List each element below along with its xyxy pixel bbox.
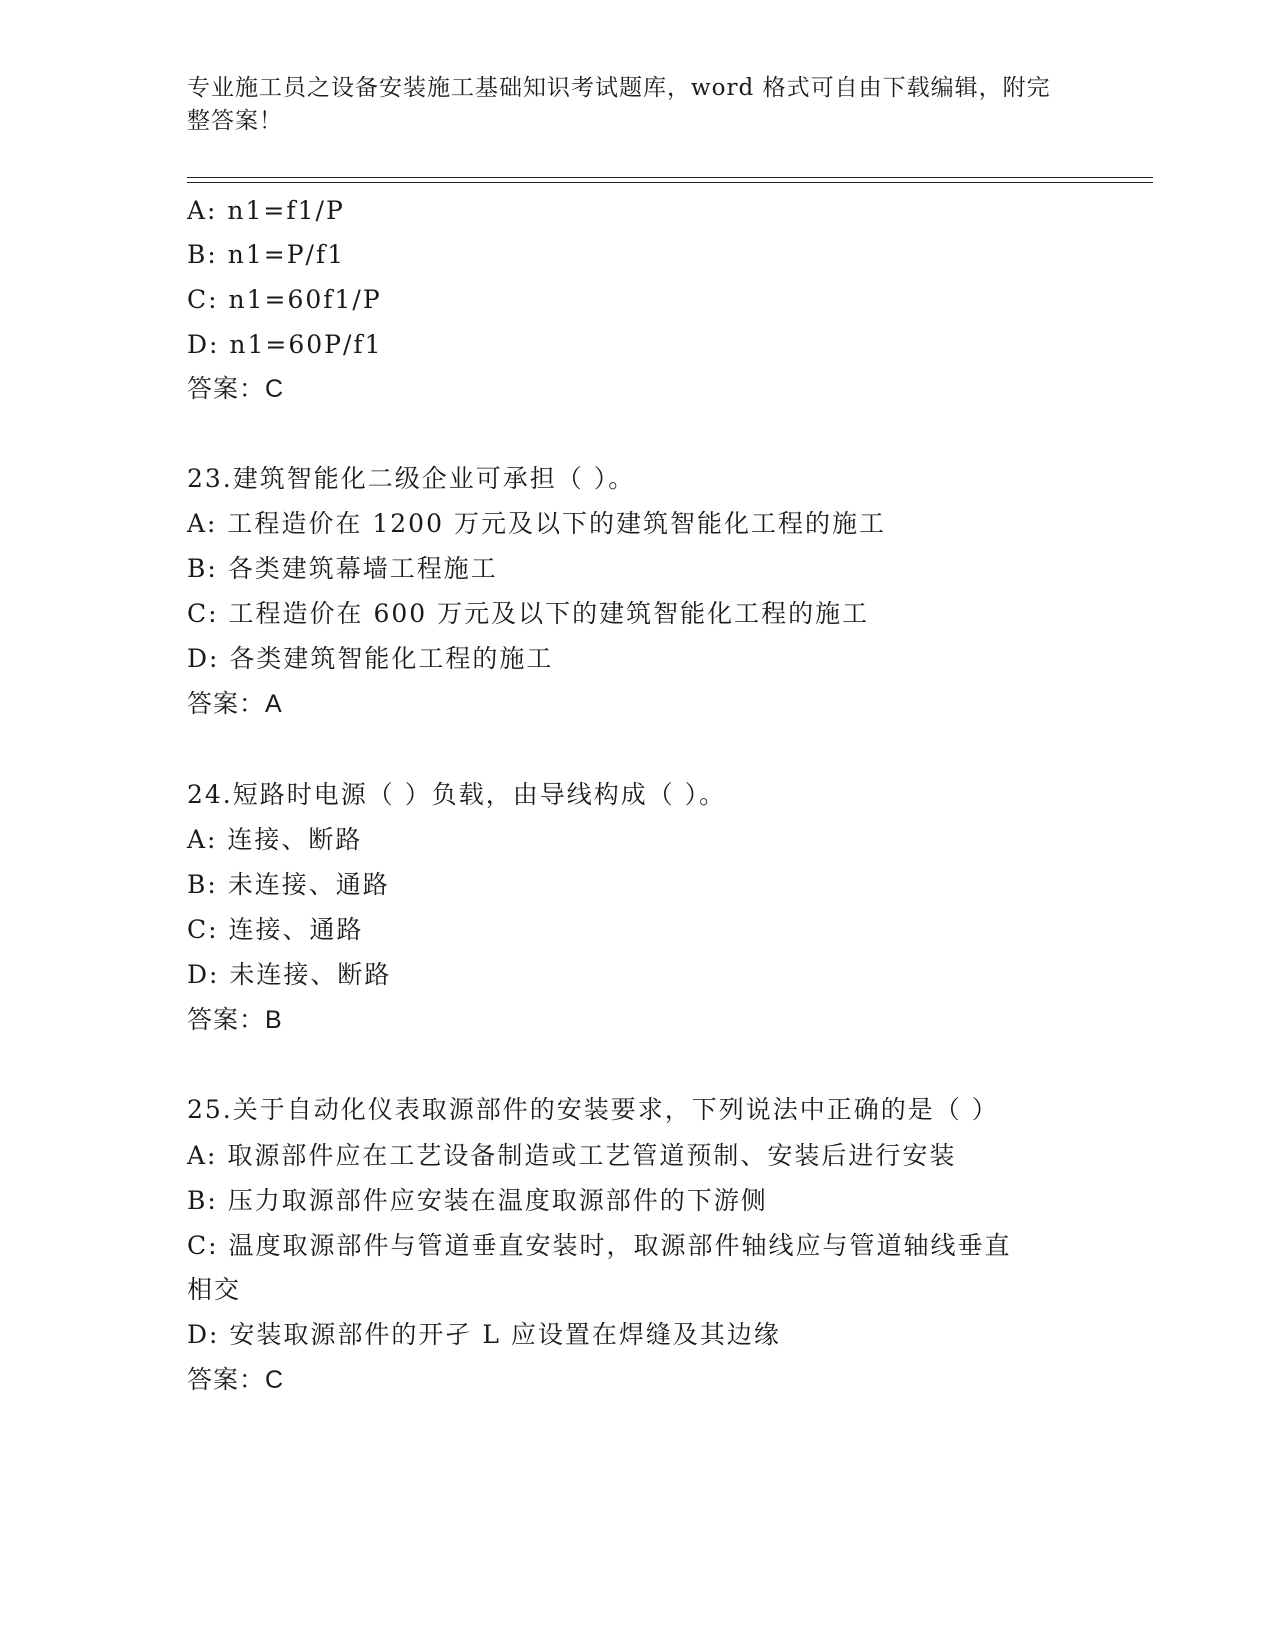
q22-option-c: C: n1=60f1/P	[187, 285, 382, 314]
q23-option-d: D: 各类建筑智能化工程的施工	[187, 644, 554, 673]
q22-option-d: D: n1=60P/f1	[187, 330, 383, 359]
q23-option-c: C: 工程造价在 600 万元及以下的建筑智能化工程的施工	[187, 599, 870, 628]
q25-answer: 答案：C	[187, 1366, 285, 1394]
q25-question: 25.关于自动化仪表取源部件的安装要求，下列说法中正确的是（ ）	[187, 1095, 999, 1124]
q22-option-a: A: n1=f1/P	[187, 196, 345, 225]
q25-option-c-continued: 相交	[187, 1275, 242, 1304]
header-line-2: 整答案！	[187, 108, 283, 134]
q23-question: 23.建筑智能化二级企业可承担（ ）。	[187, 464, 636, 493]
q24-answer: 答案：B	[187, 1006, 283, 1034]
q25-option-c: C: 温度取源部件与管道垂直安装时，取源部件轴线应与管道轴线垂直	[187, 1231, 1012, 1260]
q23-option-b: B: 各类建筑幕墙工程施工	[187, 554, 498, 583]
header-divider-top	[187, 177, 1153, 178]
q25-option-d: D: 安装取源部件的开孑 L 应设置在焊缝及其边缘	[187, 1320, 781, 1349]
q25-option-b: B: 压力取源部件应安装在温度取源部件的下游侧	[187, 1186, 768, 1215]
header-line-1: 专业施工员之设备安装施工基础知识考试题库，word 格式可自由下载编辑，附完	[187, 75, 1051, 101]
q22-answer: 答案：C	[187, 375, 285, 403]
q24-option-c: C: 连接、通路	[187, 915, 364, 944]
header-divider-bottom	[187, 182, 1153, 183]
q24-option-b: B: 未连接、通路	[187, 870, 390, 899]
document-header	[187, 72, 1067, 138]
q24-option-a: A: 连接、断路	[187, 825, 363, 854]
q22-option-b: B: n1=P/f1	[187, 240, 346, 269]
q25-option-a: A: 取源部件应在工艺设备制造或工艺管道预制、安装后进行安装	[187, 1141, 957, 1170]
q24-question: 24.短路时电源（ ）负载，由导线构成（ ）。	[187, 780, 727, 809]
q23-option-a: A: 工程造价在 1200 万元及以下的建筑智能化工程的施工	[187, 509, 886, 538]
q23-answer: 答案：A	[187, 690, 283, 718]
q24-option-d: D: 未连接、断路	[187, 960, 392, 989]
